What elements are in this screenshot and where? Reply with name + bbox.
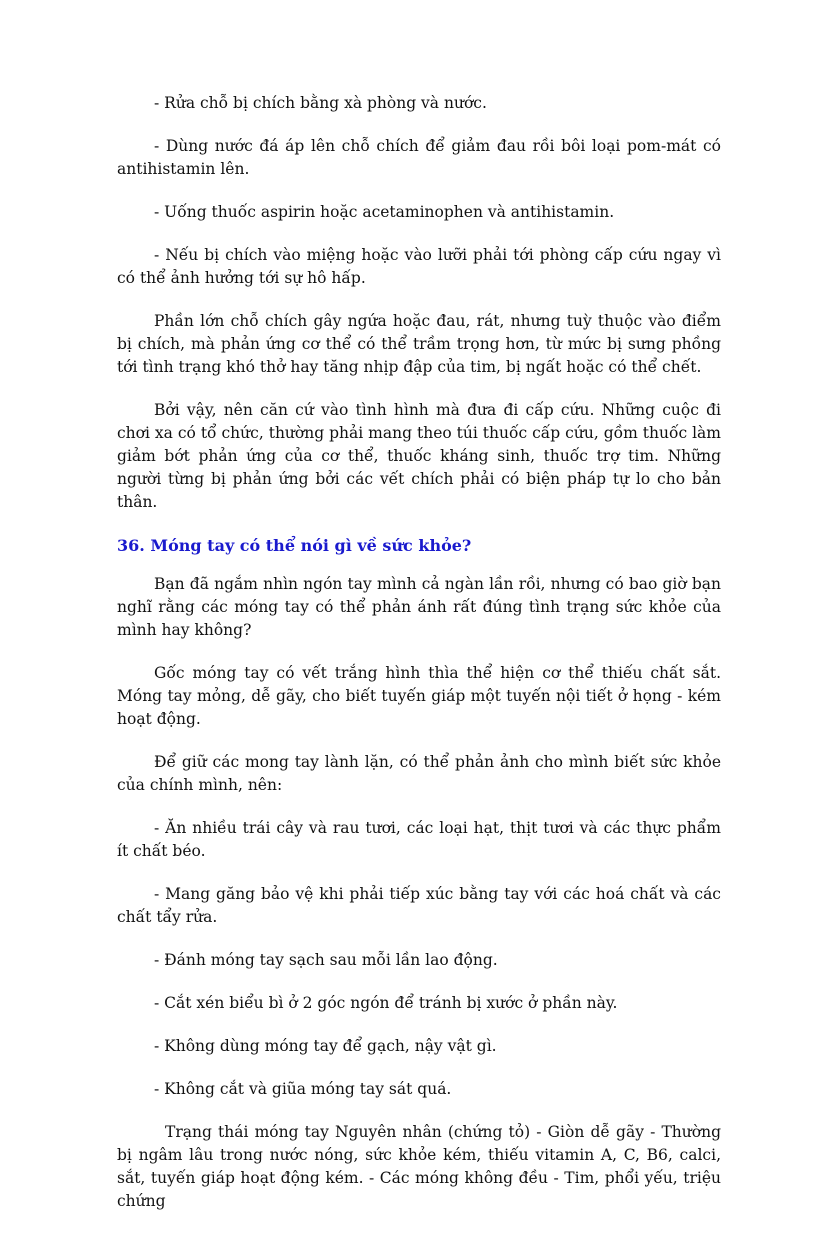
document-page (117, 92, 721, 1233)
paragraph: - Không cắt và giũa móng tay sát quá. (154, 1080, 452, 1098)
paragraph: - Ăn nhiều trái cây và rau tươi, các loại hạt, thịt tươi và các thực phẩm ít chất béo. (117, 819, 721, 860)
paragraph: - Uống thuốc aspirin hoặc acetaminophen và antihistamin. (154, 203, 615, 221)
paragraph: - Mang găng bảo vệ khi phải tiếp xúc bằng tay với các hoá chất và các chất tẩy rửa. (117, 885, 721, 926)
paragraph: Bạn đã ngắm nhìn ngón tay mình cả ngàn lần rồi, nhưng có bao giờ bạn nghĩ rằng các móng tay có thể phản ánh rất đúng tình trạng sức khỏe của mình hay không? (117, 575, 721, 639)
paragraph: - Dùng nước đá áp lên chỗ chích để giảm đau rồi bôi loại pom-mát có antihistamin lên. (117, 137, 721, 178)
paragraph: Bởi vậy, nên căn cứ vào tình hình mà đưa đi cấp cứu. Những cuộc đi chơi xa có tổ chức, thường phải mang theo túi thuốc cấp cứu, gồm thuốc làm giảm bớt phản ứng của cơ thể, thuốc kháng sinh, thuốc trợ tim. Những người từng bị phản ứng bởi các vết chích phải có biện pháp tự lo cho bản thân. (117, 401, 721, 511)
section-heading: 36. Móng tay có thể nói gì về sức khỏe? (117, 536, 472, 555)
paragraph: - Không dùng móng tay để gạch, nậy vật gì. (154, 1037, 497, 1055)
paragraph: Trạng thái móng tay Nguyên nhân (chứng tỏ) - Giòn dễ gãy - Thường bị ngâm lâu trong nước nóng, sức khỏe kém, thiếu vitamin A, C, B6, calci, sắt, tuyến giáp hoạt động kém. - Các móng không đều - Tim, phổi yếu, triệu chứng (117, 1123, 721, 1210)
paragraph: - Nếu bị chích vào miệng hoặc vào lưỡi phải tới phòng cấp cứu ngay vì có thể ảnh hưởng tới sự hô hấp. (117, 246, 721, 287)
paragraph: Để giữ các mong tay lành lặn, có thể phản ảnh cho mình biết sức khỏe của chính mình, nên: (117, 753, 721, 794)
paragraph: - Cắt xén biểu bì ở 2 góc ngón để tránh bị xước ở phần này. (154, 994, 618, 1012)
paragraph: - Đánh móng tay sạch sau mỗi lần lao động. (154, 951, 498, 969)
paragraph: Gốc móng tay có vết trắng hình thìa thể hiện cơ thể thiếu chất sắt. Móng tay mỏng, dễ gãy, cho biết tuyến giáp một tuyến nội tiết ở họng - kém hoạt động. (117, 664, 721, 728)
paragraph: Phần lớn chỗ chích gây ngứa hoặc đau, rát, nhưng tuỳ thuộc vào điểm bị chích, mà phản ứng cơ thể có thể trầm trọng hơn, từ mức bị sưng phồng tới tình trạng khó thở hay tăng nhịp đập của tim, bị ngất hoặc có thể chết. (117, 312, 721, 376)
paragraph: - Rửa chỗ bị chích bằng xà phòng và nước. (154, 94, 487, 112)
